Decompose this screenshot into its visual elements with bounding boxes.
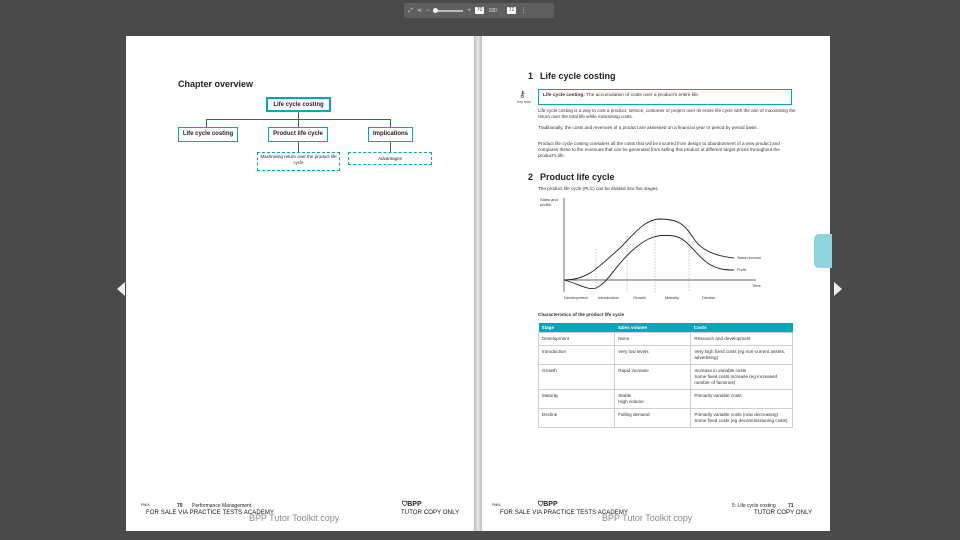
table-cell: Falling demand (615, 409, 691, 428)
table-cell: Increase in variable costs Some fixed costs increase (eg increased number of factories) (691, 365, 793, 390)
sale-watermark: FOR SALE VIA PRACTICE TESTS ACADEMY (500, 510, 629, 516)
footer-code: PM/A (141, 503, 150, 507)
table-header: Costs (691, 323, 793, 333)
footer-page-number: 70 (177, 503, 183, 509)
tutor-watermark: TUTOR COPY ONLY (401, 510, 460, 516)
mindmap-connector (206, 119, 207, 127)
plc-intro: The product life cycle (PLC) can be divided into five stages. (538, 186, 659, 191)
table-row (539, 409, 793, 428)
table-cell: Introduction (539, 346, 615, 365)
mindmap-node-life-cycle-costing: Life cycle costing (178, 127, 238, 142)
paragraph-2: Traditionally, the costs and revenues of a product are assessed on a financial year or period by period basis. (538, 125, 758, 130)
plc-table (538, 323, 793, 428)
toolkit-watermark: BPP Tutor Toolkit copy (602, 513, 693, 523)
page-input[interactable]: 70 (476, 7, 483, 13)
bpp-logo: ⛉BPP (538, 501, 558, 508)
mindmap-connector (298, 142, 299, 152)
table-header: Sales volume (615, 323, 691, 333)
footer-page-number: 71 (788, 503, 794, 509)
table-row (539, 346, 793, 365)
tutor-watermark: TUTOR COPY ONLY (754, 510, 813, 516)
table-row (539, 390, 793, 409)
bpp-shield-icon: ⛉ (402, 501, 408, 508)
table-cell: Research and development (691, 333, 793, 346)
table-cell: Stable High volume (615, 390, 691, 409)
sales-revenue-curve (564, 219, 734, 280)
mindmap-sub-advantages: Advantages (348, 152, 432, 165)
zoom-out-icon[interactable]: − (425, 7, 430, 14)
table-cell: None (615, 333, 691, 346)
table-cell: Decline (539, 409, 615, 428)
profit-label: Profit (737, 268, 746, 272)
y-axis-label-1: Sales and (540, 197, 558, 202)
y-axis-label-2: profits (540, 202, 551, 207)
stage-label-development: Development (564, 295, 588, 300)
menu-icon[interactable]: ⋮ (520, 7, 527, 14)
table-cell: Development (539, 333, 615, 346)
table-cell: Maturity (539, 390, 615, 409)
table-cell: Rapid increase (615, 365, 691, 390)
mindmap-connector (390, 119, 391, 127)
sale-watermark: FOR SALE VIA PRACTICE TESTS ACADEMY (146, 510, 275, 516)
stage-label-maturity: Maturity (665, 295, 680, 300)
footer-chapter: 5: Life cycle costing (732, 503, 776, 509)
mindmap-sub-maximising: Maximising return over the product life cycle (257, 152, 340, 171)
side-tab[interactable] (814, 234, 832, 268)
mindmap-node-implications: Implications (368, 127, 413, 142)
key-icon: ⚷ (519, 89, 526, 99)
table-header-row (539, 323, 793, 333)
paragraph-1: Life cycle costing is a way to cost a product, service, customer or project over its entire life cycle with the aim of maximising the return over the total life while minimising costs. (538, 108, 796, 119)
table-cell: Primarily variable costs (691, 390, 793, 409)
left-page (126, 36, 474, 531)
mindmap-node-product-life-cycle: Product life cycle (268, 127, 328, 142)
x-axis-label: Time (752, 283, 761, 288)
section-1-heading: 1 Life cycle costing (528, 71, 616, 81)
table-title: Characteristics of the product life cycle (538, 312, 625, 317)
table-cell: Primarily variable costs (now decreasing) Some fixed costs (eg decommissioning costs) (691, 409, 793, 428)
table-cell: Very high fixed costs (eg non-current assets, advertising) (691, 346, 793, 365)
book-gutter (474, 36, 482, 531)
footer-code: PM/A (492, 503, 501, 507)
mindmap-connector (298, 119, 299, 127)
stage-label-decline: Decline (702, 295, 716, 300)
share-icon[interactable]: ⋖ (416, 7, 422, 14)
paragraph-3: Product life cycle costing considers all the costs that will be incurred from design to abandonment of a new product and compares these to the revenues that can be generated from selling this product at different target prices throughout the product's life. (538, 141, 780, 158)
right-page (482, 36, 830, 531)
chapter-overview-heading: Chapter overview (178, 79, 254, 89)
zoom-input[interactable]: 72 (508, 7, 515, 13)
table-header: Stage (539, 323, 615, 333)
profit-curve (564, 235, 734, 288)
section-2-heading: 2 Product life cycle (528, 172, 615, 182)
stage-label-growth: Growth (633, 295, 646, 300)
footer-title: Performance Management (192, 503, 252, 509)
sales-revenue-label: Sales revenue (737, 256, 762, 260)
zoom-slider[interactable] (433, 10, 463, 12)
fit-icon[interactable]: ⤢ (408, 7, 413, 14)
page-total: 180 (488, 7, 497, 14)
viewer-toolbar (404, 3, 554, 18)
stage-label-introduction: Introduction (598, 295, 619, 300)
next-page-arrow-icon[interactable] (834, 282, 842, 296)
table-cell: Growth (539, 365, 615, 390)
mindmap-connector (390, 142, 391, 152)
zoom-in-icon[interactable]: + (467, 7, 471, 14)
key-term-label: Key term (517, 100, 532, 104)
bpp-shield-icon: ⛉ (538, 501, 544, 508)
plc-graph (534, 194, 794, 306)
table-row (539, 333, 793, 346)
mindmap-connector (298, 112, 299, 119)
table-cell: Very low levels (615, 346, 691, 365)
previous-page-arrow-icon[interactable] (117, 282, 125, 296)
bpp-logo: ⛉BPP (402, 501, 422, 508)
definition-box: Life cycle costing: The accumulation of costs over a product's entire life. (538, 89, 792, 105)
toolkit-watermark: BPP Tutor Toolkit copy (249, 513, 340, 523)
zoom-slider-knob[interactable] (433, 8, 438, 13)
table-row (539, 365, 793, 390)
mindmap-root: Life cycle costing (266, 97, 331, 112)
